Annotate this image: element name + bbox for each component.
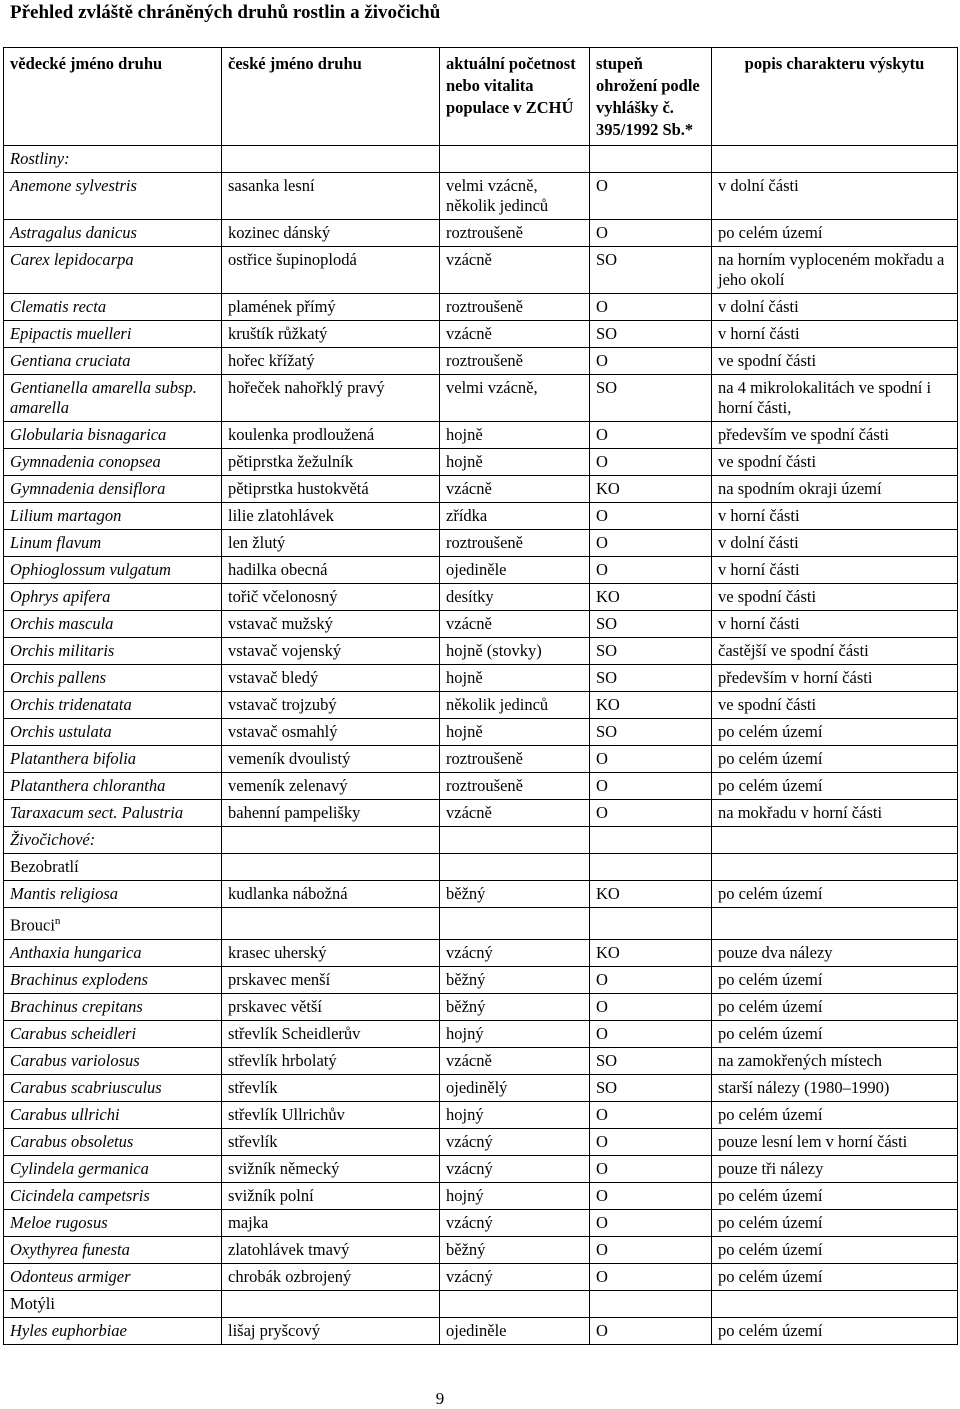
czech-name-cell: hořec křížatý: [222, 348, 440, 375]
occurrence-cell: v horní části: [712, 557, 958, 584]
table-row: [4, 348, 958, 375]
population-cell: roztroušeně: [440, 220, 590, 247]
scientific-name-cell: Globularia bisnagarica: [4, 422, 222, 449]
scientific-name-cell: Gymnadenia densiflora: [4, 476, 222, 503]
group-brouci-label: Brouci: [10, 915, 55, 935]
table-row: [4, 1101, 958, 1128]
empty-cell: [590, 1290, 712, 1317]
czech-name-cell: kruštík růžkatý: [222, 321, 440, 348]
czech-name-cell: kozinec dánský: [222, 220, 440, 247]
empty-cell: [222, 146, 440, 173]
scientific-name-cell: Clematis recta: [4, 294, 222, 321]
header-occurrence: popis charakteru výskytu: [712, 48, 958, 146]
threat-status-cell: KO: [590, 692, 712, 719]
czech-name-cell: kudlanka nábožná: [222, 881, 440, 908]
threat-status-cell: O: [590, 503, 712, 530]
occurrence-cell: ve spodní části: [712, 449, 958, 476]
table-row: [4, 584, 958, 611]
czech-name-cell: zlatohlávek tmavý: [222, 1236, 440, 1263]
threat-status-cell: SO: [590, 1047, 712, 1074]
scientific-name-cell: Orchis tridenatata: [4, 692, 222, 719]
table-row: [4, 611, 958, 638]
czech-name-cell: střevlík Scheidlerův: [222, 1020, 440, 1047]
threat-status-cell: O: [590, 348, 712, 375]
threat-status-cell: KO: [590, 881, 712, 908]
occurrence-cell: po celém území: [712, 1182, 958, 1209]
group-brouci: [4, 908, 222, 940]
population-cell: běžný: [440, 993, 590, 1020]
table-row: [4, 638, 958, 665]
czech-name-cell: vstavač mužský: [222, 611, 440, 638]
population-cell: hojně: [440, 449, 590, 476]
scientific-name-cell: Gentiana cruciata: [4, 348, 222, 375]
table-row: [4, 1209, 958, 1236]
table-row: [4, 800, 958, 827]
czech-name-cell: koulenka prodloužená: [222, 422, 440, 449]
scientific-name-cell: Platanthera chlorantha: [4, 773, 222, 800]
occurrence-cell: především v horní části: [712, 665, 958, 692]
table-row: [4, 1317, 958, 1344]
table-body: [4, 146, 958, 1345]
scientific-name-cell: Meloe rugosus: [4, 1209, 222, 1236]
threat-status-cell: O: [590, 746, 712, 773]
occurrence-cell: pouze tři nálezy: [712, 1155, 958, 1182]
population-cell: vzácně: [440, 800, 590, 827]
threat-status-cell: KO: [590, 939, 712, 966]
threat-status-cell: O: [590, 422, 712, 449]
occurrence-cell: po celém území: [712, 1263, 958, 1290]
page-number: 9: [435, 1389, 445, 1408]
threat-status-cell: O: [590, 966, 712, 993]
occurrence-cell: po celém území: [712, 1209, 958, 1236]
population-cell: několik jedinců: [440, 692, 590, 719]
occurrence-cell: v dolní části: [712, 530, 958, 557]
table-row: [4, 1020, 958, 1047]
czech-name-cell: majka: [222, 1209, 440, 1236]
czech-name-cell: střevlík hrbolatý: [222, 1047, 440, 1074]
occurrence-cell: na zamokřených místech: [712, 1047, 958, 1074]
group-bezobratli: [4, 854, 222, 881]
header-czech-name: české jméno druhu: [222, 48, 440, 146]
occurrence-cell: na horním vyploceném mokřadu a jeho okolí: [712, 247, 958, 294]
occurrence-cell: pouze dva nálezy: [712, 939, 958, 966]
population-cell: ojedinělý: [440, 1074, 590, 1101]
threat-status-cell: O: [590, 220, 712, 247]
occurrence-cell: po celém území: [712, 220, 958, 247]
population-cell: roztroušeně: [440, 294, 590, 321]
section-animals-row: [4, 827, 958, 854]
threat-status-cell: O: [590, 173, 712, 220]
threat-status-cell: O: [590, 800, 712, 827]
table-row: [4, 449, 958, 476]
group-brouci-row: [4, 908, 958, 940]
czech-name-cell: střevlík: [222, 1074, 440, 1101]
occurrence-cell: po celém území: [712, 966, 958, 993]
threat-status-cell: O: [590, 1263, 712, 1290]
occurrence-cell: na spodním okraji území: [712, 476, 958, 503]
population-cell: vzácně: [440, 247, 590, 294]
occurrence-cell: ve spodní části: [712, 584, 958, 611]
threat-status-cell: O: [590, 1317, 712, 1344]
scientific-name-cell: Odonteus armiger: [4, 1263, 222, 1290]
page-title: Přehled zvláště chráněných druhů rostlin a živočichů: [10, 2, 441, 23]
scientific-name-cell: Platanthera bifolia: [4, 746, 222, 773]
threat-status-cell: SO: [590, 719, 712, 746]
header-row: [4, 48, 958, 146]
occurrence-cell: po celém území: [712, 1101, 958, 1128]
threat-status-cell: SO: [590, 1074, 712, 1101]
group-motyli-label: Motýli: [10, 1293, 55, 1313]
empty-cell: [440, 1290, 590, 1317]
table-row: [4, 1155, 958, 1182]
table-row: [4, 746, 958, 773]
table-row: [4, 881, 958, 908]
occurrence-cell: po celém území: [712, 1317, 958, 1344]
threat-status-cell: O: [590, 1020, 712, 1047]
scientific-name-cell: Carabus obsoletus: [4, 1128, 222, 1155]
population-cell: vzácný: [440, 1128, 590, 1155]
czech-name-cell: len žlutý: [222, 530, 440, 557]
population-cell: vzácně: [440, 476, 590, 503]
occurrence-cell: po celém území: [712, 1020, 958, 1047]
population-cell: hojně: [440, 719, 590, 746]
scientific-name-cell: Brachinus explodens: [4, 966, 222, 993]
occurrence-cell: ve spodní části: [712, 348, 958, 375]
empty-cell: [712, 827, 958, 854]
scientific-name-cell: Cicindela campetsris: [4, 1182, 222, 1209]
occurrence-cell: po celém území: [712, 746, 958, 773]
occurrence-cell: na 4 mikrolokalitách ve spodní i horní části,: [712, 375, 958, 422]
empty-cell: [590, 908, 712, 940]
population-cell: roztroušeně: [440, 746, 590, 773]
threat-status-cell: O: [590, 993, 712, 1020]
section-plants-row: [4, 146, 958, 173]
scientific-name-cell: Oxythyrea funesta: [4, 1236, 222, 1263]
population-cell: velmi vzácně, několik jedinců: [440, 173, 590, 220]
group-brouci-superscript: n: [54, 915, 61, 927]
population-cell: hojně: [440, 665, 590, 692]
table-row: [4, 665, 958, 692]
table-row: [4, 1182, 958, 1209]
threat-status-cell: KO: [590, 476, 712, 503]
empty-cell: [222, 854, 440, 881]
occurrence-cell: v horní části: [712, 503, 958, 530]
czech-name-cell: svižník polní: [222, 1182, 440, 1209]
population-cell: hojný: [440, 1101, 590, 1128]
table-row: [4, 1263, 958, 1290]
czech-name-cell: lišaj pryšcový: [222, 1317, 440, 1344]
occurrence-cell: v dolní části: [712, 173, 958, 220]
table-row: [4, 1128, 958, 1155]
empty-cell: [440, 908, 590, 940]
czech-name-cell: sasanka lesní: [222, 173, 440, 220]
empty-cell: [222, 1290, 440, 1317]
table-row: [4, 993, 958, 1020]
population-cell: běžný: [440, 881, 590, 908]
empty-cell: [590, 827, 712, 854]
occurrence-cell: po celém území: [712, 881, 958, 908]
scientific-name-cell: Orchis militaris: [4, 638, 222, 665]
section-plants-label: Rostliny:: [10, 149, 70, 168]
threat-status-cell: SO: [590, 375, 712, 422]
group-bezobratli-label: Bezobratlí: [10, 857, 79, 876]
threat-status-cell: O: [590, 1155, 712, 1182]
scientific-name-cell: Lilium martagon: [4, 503, 222, 530]
population-cell: zřídka: [440, 503, 590, 530]
scientific-name-cell: Hyles euphorbiae: [4, 1317, 222, 1344]
czech-name-cell: chrobák ozbrojený: [222, 1263, 440, 1290]
czech-name-cell: střevlík Ullrichův: [222, 1101, 440, 1128]
empty-cell: [712, 854, 958, 881]
empty-cell: [440, 827, 590, 854]
occurrence-cell: starší nálezy (1980–1990): [712, 1074, 958, 1101]
section-plants: [4, 146, 222, 173]
header-scientific-name: vědecké jméno druhu: [4, 48, 222, 146]
table-row: [4, 321, 958, 348]
czech-name-cell: prskavec větší: [222, 993, 440, 1020]
czech-name-cell: vstavač bledý: [222, 665, 440, 692]
population-cell: ojediněle: [440, 557, 590, 584]
empty-cell: [222, 827, 440, 854]
table-row: [4, 966, 958, 993]
population-cell: hojně (stovky): [440, 638, 590, 665]
population-cell: vzácný: [440, 1155, 590, 1182]
table-row: [4, 773, 958, 800]
czech-name-cell: hořeček nahořklý pravý: [222, 375, 440, 422]
population-cell: desítky: [440, 584, 590, 611]
population-cell: vzácně: [440, 321, 590, 348]
empty-cell: [712, 146, 958, 173]
population-cell: roztroušeně: [440, 348, 590, 375]
table-row: [4, 294, 958, 321]
scientific-name-cell: Orchis ustulata: [4, 719, 222, 746]
threat-status-cell: O: [590, 1236, 712, 1263]
population-cell: běžný: [440, 1236, 590, 1263]
empty-cell: [590, 854, 712, 881]
czech-name-cell: střevlík: [222, 1128, 440, 1155]
header-population: aktuální početnost nebo vitalita populace v ZCHÚ: [440, 48, 590, 146]
czech-name-cell: tořič včelonosný: [222, 584, 440, 611]
scientific-name-cell: Brachinus crepitans: [4, 993, 222, 1020]
table-row: [4, 1074, 958, 1101]
population-cell: roztroušeně: [440, 773, 590, 800]
czech-name-cell: bahenní pampelišky: [222, 800, 440, 827]
czech-name-cell: pětiprstka žežulník: [222, 449, 440, 476]
population-cell: vzácný: [440, 1209, 590, 1236]
scientific-name-cell: Gentianella amarella subsp. amarella: [4, 375, 222, 422]
scientific-name-cell: Linum flavum: [4, 530, 222, 557]
threat-status-cell: O: [590, 1209, 712, 1236]
table-row: [4, 719, 958, 746]
occurrence-cell: častější ve spodní části: [712, 638, 958, 665]
scientific-name-cell: Orchis pallens: [4, 665, 222, 692]
empty-cell: [222, 908, 440, 940]
table-row: [4, 1047, 958, 1074]
scientific-name-cell: Carabus ullrichi: [4, 1101, 222, 1128]
group-bezobratli-row: [4, 854, 958, 881]
czech-name-cell: vstavač vojenský: [222, 638, 440, 665]
occurrence-cell: v horní části: [712, 611, 958, 638]
population-cell: ojediněle: [440, 1317, 590, 1344]
occurrence-cell: na mokřadu v horní části: [712, 800, 958, 827]
population-cell: hojný: [440, 1182, 590, 1209]
threat-status-cell: O: [590, 1182, 712, 1209]
empty-cell: [590, 146, 712, 173]
occurrence-cell: pouze lesní lem v horní části: [712, 1128, 958, 1155]
population-cell: roztroušeně: [440, 530, 590, 557]
empty-cell: [440, 854, 590, 881]
empty-cell: [712, 1290, 958, 1317]
czech-name-cell: svižník německý: [222, 1155, 440, 1182]
table-row: [4, 939, 958, 966]
czech-name-cell: vemeník dvoulistý: [222, 746, 440, 773]
scientific-name-cell: Orchis mascula: [4, 611, 222, 638]
section-animals: [4, 827, 222, 854]
czech-name-cell: lilie zlatohlávek: [222, 503, 440, 530]
empty-cell: [712, 908, 958, 940]
scientific-name-cell: Carabus scabriusculus: [4, 1074, 222, 1101]
population-cell: velmi vzácně,: [440, 375, 590, 422]
czech-name-cell: prskavec menší: [222, 966, 440, 993]
threat-status-cell: SO: [590, 611, 712, 638]
threat-status-cell: O: [590, 557, 712, 584]
threat-status-cell: O: [590, 1128, 712, 1155]
group-motyli: [4, 1290, 222, 1317]
scientific-name-cell: Anemone sylvestris: [4, 173, 222, 220]
czech-name-cell: krasec uherský: [222, 939, 440, 966]
threat-status-cell: O: [590, 294, 712, 321]
population-cell: hojně: [440, 422, 590, 449]
threat-status-cell: O: [590, 449, 712, 476]
empty-cell: [440, 146, 590, 173]
czech-name-cell: vemeník zelenavý: [222, 773, 440, 800]
scientific-name-cell: Epipactis muelleri: [4, 321, 222, 348]
czech-name-cell: vstavač osmahlý: [222, 719, 440, 746]
threat-status-cell: O: [590, 1101, 712, 1128]
occurrence-cell: v dolní části: [712, 294, 958, 321]
occurrence-cell: ve spodní části: [712, 692, 958, 719]
threat-status-cell: O: [590, 773, 712, 800]
czech-name-cell: plamének přímý: [222, 294, 440, 321]
section-animals-label: Živočichové:: [10, 830, 96, 849]
occurrence-cell: po celém území: [712, 993, 958, 1020]
scientific-name-cell: Anthaxia hungarica: [4, 939, 222, 966]
threat-status-cell: SO: [590, 247, 712, 294]
table-header: [4, 48, 958, 146]
table-row: [4, 557, 958, 584]
table-row: [4, 173, 958, 220]
scientific-name-cell: Ophioglossum vulgatum: [4, 557, 222, 584]
population-cell: vzácně: [440, 611, 590, 638]
scientific-name-cell: Gymnadenia conopsea: [4, 449, 222, 476]
occurrence-cell: v horní části: [712, 321, 958, 348]
czech-name-cell: ostřice šupinoplodá: [222, 247, 440, 294]
table-row: [4, 375, 958, 422]
population-cell: hojný: [440, 1020, 590, 1047]
table-row: [4, 530, 958, 557]
scientific-name-cell: Ophrys apifera: [4, 584, 222, 611]
scientific-name-cell: Astragalus danicus: [4, 220, 222, 247]
table-row: [4, 422, 958, 449]
scientific-name-cell: Carabus scheidleri: [4, 1020, 222, 1047]
occurrence-cell: po celém území: [712, 1236, 958, 1263]
threat-status-cell: SO: [590, 665, 712, 692]
scientific-name-cell: Mantis religiosa: [4, 881, 222, 908]
threat-status-cell: O: [590, 530, 712, 557]
threat-status-cell: SO: [590, 638, 712, 665]
header-threat-status: stupeň ohrožení podle vyhlášky č. 395/1992 Sb.*: [590, 48, 712, 146]
occurrence-cell: po celém území: [712, 719, 958, 746]
population-cell: vzácný: [440, 939, 590, 966]
czech-name-cell: pětiprstka hustokvětá: [222, 476, 440, 503]
table-row: [4, 503, 958, 530]
table-row: [4, 1236, 958, 1263]
scientific-name-cell: Carabus variolosus: [4, 1047, 222, 1074]
species-table: [3, 47, 958, 1345]
population-cell: vzácný: [440, 1263, 590, 1290]
table-row: [4, 692, 958, 719]
czech-name-cell: vstavač trojzubý: [222, 692, 440, 719]
occurrence-cell: především ve spodní části: [712, 422, 958, 449]
scientific-name-cell: Cylindela germanica: [4, 1155, 222, 1182]
population-cell: běžný: [440, 966, 590, 993]
table-row: [4, 476, 958, 503]
scientific-name-cell: Taraxacum sect. Palustria: [4, 800, 222, 827]
occurrence-cell: po celém území: [712, 773, 958, 800]
table-row: [4, 220, 958, 247]
threat-status-cell: KO: [590, 584, 712, 611]
table-row: [4, 247, 958, 294]
threat-status-cell: SO: [590, 321, 712, 348]
population-cell: vzácně: [440, 1047, 590, 1074]
scientific-name-cell: Carex lepidocarpa: [4, 247, 222, 294]
group-motyli-row: [4, 1290, 958, 1317]
czech-name-cell: hadilka obecná: [222, 557, 440, 584]
